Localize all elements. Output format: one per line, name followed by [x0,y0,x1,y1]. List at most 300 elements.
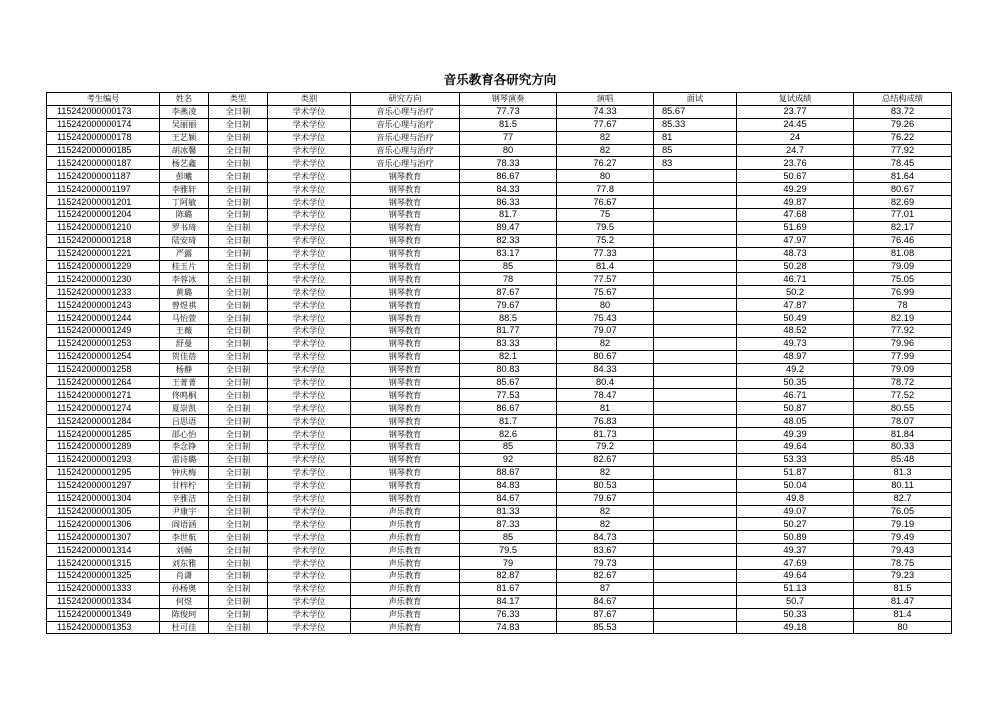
cell-piano: 85 [460,441,557,454]
cell-type: 全日制 [209,582,268,595]
cell-retest-score: 53.33 [737,453,854,466]
cell-interview [654,260,737,273]
table-row [47,234,952,247]
cell-singing: 76.27 [557,157,654,170]
cell-exam-id: 115242000000178 [47,131,160,144]
cell-category: 学术学位 [268,595,351,608]
page-title: 音乐教育各研究方向 [443,72,557,87]
cell-name: 佟鸣桐 [160,389,209,402]
cell-retest-score: 47.69 [737,557,854,570]
cell-category: 学术学位 [268,428,351,441]
cell-singing: 75.2 [557,234,654,247]
cell-name: 钟庆梅 [160,466,209,479]
cell-piano: 88.5 [460,312,557,325]
cell-singing: 79.5 [557,221,654,234]
cell-singing: 82 [557,337,654,350]
cell-retest-score: 23.77 [737,105,854,118]
cell-direction: 声乐教育 [351,621,460,634]
cell-type: 全日制 [209,144,268,157]
cell-exam-id: 115242000001210 [47,221,160,234]
cell-total-score: 76.05 [854,505,952,518]
cell-singing: 82 [557,131,654,144]
cell-retest-score: 50.67 [737,170,854,183]
cell-exam-id: 115242000001297 [47,479,160,492]
cell-retest-score: 47.97 [737,234,854,247]
cell-interview [654,402,737,415]
cell-interview [654,479,737,492]
cell-exam-id: 115242000001244 [47,312,160,325]
cell-exam-id: 115242000001349 [47,608,160,621]
cell-type: 全日制 [209,105,268,118]
cell-type: 全日制 [209,131,268,144]
cell-name: 王菁菁 [160,376,209,389]
cell-direction: 钢琴教育 [351,453,460,466]
cell-name: 陈俊珂 [160,608,209,621]
cell-piano: 78 [460,273,557,286]
cell-interview: 81 [654,131,737,144]
cell-interview [654,608,737,621]
cell-interview [654,350,737,363]
table-row [47,196,952,209]
cell-retest-score: 48.52 [737,325,854,338]
cell-exam-id: 115242000001306 [47,518,160,531]
cell-exam-id: 115242000001295 [47,466,160,479]
cell-exam-id: 115242000001187 [47,170,160,183]
cell-name: 王薇 [160,325,209,338]
cell-name: 何煜 [160,595,209,608]
cell-type: 全日制 [209,247,268,260]
table-row [47,621,952,634]
table-row [47,441,952,454]
cell-piano: 79.5 [460,544,557,557]
cell-category: 学术学位 [268,170,351,183]
cell-interview [654,389,737,402]
cell-type: 全日制 [209,415,268,428]
cell-exam-id: 115242000001197 [47,183,160,196]
cell-exam-id: 115242000001285 [47,428,160,441]
cell-direction: 钢琴教育 [351,479,460,492]
cell-name: 刘东雅 [160,557,209,570]
cell-singing: 77.8 [557,183,654,196]
cell-total-score: 79.96 [854,337,952,350]
cell-type: 全日制 [209,492,268,505]
cell-direction: 声乐教育 [351,582,460,595]
cell-name: 刘畅 [160,544,209,557]
cell-category: 学术学位 [268,234,351,247]
table-row [47,118,952,131]
cell-singing: 82 [557,505,654,518]
cell-exam-id: 115242000001293 [47,453,160,466]
cell-exam-id: 115242000001204 [47,209,160,222]
cell-name: 甘梓柠 [160,479,209,492]
cell-interview [654,337,737,350]
cell-category: 学术学位 [268,221,351,234]
cell-category: 学术学位 [268,441,351,454]
cell-total-score: 83.72 [854,105,952,118]
cell-singing: 85.53 [557,621,654,634]
cell-piano: 77 [460,131,557,144]
cell-piano: 84.83 [460,479,557,492]
cell-category: 学术学位 [268,363,351,376]
table-row [47,273,952,286]
cell-singing: 76.83 [557,415,654,428]
cell-name: 李雅轩 [160,183,209,196]
cell-piano: 80.83 [460,363,557,376]
cell-exam-id: 115242000001304 [47,492,160,505]
cell-exam-id: 115242000001229 [47,260,160,273]
cell-direction: 钢琴教育 [351,492,460,505]
cell-total-score: 81.84 [854,428,952,441]
cell-total-score: 85.48 [854,453,952,466]
cell-name: 吕思语 [160,415,209,428]
cell-retest-score: 24.45 [737,118,854,131]
cell-total-score: 78.07 [854,415,952,428]
cell-retest-score: 49.18 [737,621,854,634]
cell-piano: 82.6 [460,428,557,441]
cell-singing: 74.33 [557,105,654,118]
cell-singing: 80 [557,299,654,312]
column-header-total-score: 总结构成绩 [854,93,952,106]
cell-type: 全日制 [209,557,268,570]
cell-direction: 音乐心理与治疗 [351,118,460,131]
cell-total-score: 82.69 [854,196,952,209]
table-row [47,544,952,557]
cell-direction: 钢琴教育 [351,415,460,428]
cell-piano: 76.33 [460,608,557,621]
cell-exam-id: 115242000001325 [47,569,160,582]
column-header-category: 类别 [268,93,351,106]
cell-piano: 83.17 [460,247,557,260]
cell-name: 杜可佳 [160,621,209,634]
cell-singing: 75 [557,209,654,222]
table-row [47,402,952,415]
cell-direction: 声乐教育 [351,569,460,582]
cell-piano: 84.33 [460,183,557,196]
cell-total-score: 82.19 [854,312,952,325]
cell-category: 学术学位 [268,518,351,531]
cell-exam-id: 115242000001253 [47,337,160,350]
cell-direction: 钢琴教育 [351,312,460,325]
cell-type: 全日制 [209,299,268,312]
cell-singing: 77.57 [557,273,654,286]
cell-retest-score: 49.29 [737,183,854,196]
cell-interview [654,183,737,196]
cell-type: 全日制 [209,621,268,634]
cell-singing: 81 [557,402,654,415]
cell-type: 全日制 [209,260,268,273]
cell-singing: 75.67 [557,286,654,299]
cell-singing: 79.67 [557,492,654,505]
cell-exam-id: 115242000001243 [47,299,160,312]
cell-retest-score: 50.87 [737,402,854,415]
cell-singing: 77.67 [557,118,654,131]
table-row [47,221,952,234]
cell-interview [654,325,737,338]
cell-interview [654,492,737,505]
cell-category: 学术学位 [268,544,351,557]
cell-piano: 87.33 [460,518,557,531]
cell-category: 学术学位 [268,389,351,402]
cell-category: 学术学位 [268,247,351,260]
cell-total-score: 77.92 [854,144,952,157]
table-row [47,557,952,570]
cell-singing: 82.67 [557,569,654,582]
cell-interview [654,544,737,557]
cell-retest-score: 49.8 [737,492,854,505]
cell-singing: 80.4 [557,376,654,389]
cell-singing: 81.73 [557,428,654,441]
table-row [47,183,952,196]
cell-direction: 钢琴教育 [351,170,460,183]
cell-piano: 74.83 [460,621,557,634]
cell-name: 阎语涵 [160,518,209,531]
cell-interview: 83 [654,157,737,170]
cell-piano: 81.33 [460,505,557,518]
cell-direction: 钢琴教育 [351,363,460,376]
cell-name: 舒曼 [160,337,209,350]
cell-singing: 84.67 [557,595,654,608]
cell-singing: 81.4 [557,260,654,273]
cell-piano: 81.5 [460,118,557,131]
cell-type: 全日制 [209,479,268,492]
cell-total-score: 80.11 [854,479,952,492]
cell-direction: 钢琴教育 [351,234,460,247]
column-header-exam-id: 考生编号 [47,93,160,106]
cell-singing: 87 [557,582,654,595]
cell-total-score: 77.01 [854,209,952,222]
cell-direction: 钢琴教育 [351,376,460,389]
table-row [47,247,952,260]
cell-interview [654,505,737,518]
cell-interview [654,363,737,376]
cell-direction: 声乐教育 [351,595,460,608]
table-row [47,312,952,325]
cell-type: 全日制 [209,428,268,441]
cell-name: 陈璐 [160,209,209,222]
cell-direction: 钢琴教育 [351,260,460,273]
cell-type: 全日制 [209,441,268,454]
cell-interview [654,170,737,183]
cell-category: 学术学位 [268,453,351,466]
cell-category: 学术学位 [268,325,351,338]
cell-piano: 92 [460,453,557,466]
table-row [47,608,952,621]
cell-type: 全日制 [209,608,268,621]
cell-direction: 钢琴教育 [351,389,460,402]
cell-exam-id: 115242000001284 [47,415,160,428]
cell-total-score: 82.7 [854,492,952,505]
cell-category: 学术学位 [268,402,351,415]
cell-retest-score: 50.33 [737,608,854,621]
table-row [47,363,952,376]
cell-retest-score: 49.39 [737,428,854,441]
cell-exam-id: 115242000001315 [47,557,160,570]
cell-category: 学术学位 [268,312,351,325]
table-row [47,144,952,157]
header-row [47,93,952,106]
cell-piano: 77.73 [460,105,557,118]
cell-total-score: 81.64 [854,170,952,183]
cell-direction: 钢琴教育 [351,337,460,350]
cell-name: 邵心怡 [160,428,209,441]
cell-interview [654,299,737,312]
cell-interview [654,531,737,544]
cell-piano: 81.7 [460,209,557,222]
cell-total-score: 77.92 [854,325,952,338]
cell-retest-score: 49.07 [737,505,854,518]
cell-type: 全日制 [209,453,268,466]
table-row [47,505,952,518]
cell-piano: 81.67 [460,582,557,595]
cell-name: 罗书琦 [160,221,209,234]
table-row [47,325,952,338]
cell-exam-id: 115242000001271 [47,389,160,402]
column-header-interview: 面试 [654,93,737,106]
cell-total-score: 80 [854,621,952,634]
cell-type: 全日制 [209,376,268,389]
cell-category: 学术学位 [268,260,351,273]
cell-direction: 钢琴教育 [351,183,460,196]
cell-piano: 80 [460,144,557,157]
cell-retest-score: 48.73 [737,247,854,260]
cell-direction: 音乐心理与治疗 [351,144,460,157]
cell-exam-id: 115242000001218 [47,234,160,247]
cell-interview [654,557,737,570]
cell-type: 全日制 [209,234,268,247]
cell-exam-id: 115242000001264 [47,376,160,389]
table-row [47,260,952,273]
cell-direction: 钢琴教育 [351,286,460,299]
cell-piano: 82.87 [460,569,557,582]
table-row [47,453,952,466]
cell-exam-id: 115242000001314 [47,544,160,557]
cell-interview: 85 [654,144,737,157]
cell-exam-id: 115242000001289 [47,441,160,454]
cell-type: 全日制 [209,337,268,350]
cell-direction: 钢琴教育 [351,273,460,286]
cell-interview [654,312,737,325]
cell-total-score: 79.23 [854,569,952,582]
cell-type: 全日制 [209,350,268,363]
table-row [47,209,952,222]
cell-type: 全日制 [209,312,268,325]
cell-name: 雷诗璐 [160,453,209,466]
cell-direction: 钢琴教育 [351,441,460,454]
cell-category: 学术学位 [268,118,351,131]
table-row [47,350,952,363]
cell-piano: 84.67 [460,492,557,505]
cell-total-score: 82.17 [854,221,952,234]
table-row [47,170,952,183]
cell-exam-id: 115242000001353 [47,621,160,634]
cell-singing: 83.67 [557,544,654,557]
cell-singing: 87.67 [557,608,654,621]
cell-singing: 82.67 [557,453,654,466]
cell-singing: 76.67 [557,196,654,209]
cell-category: 学术学位 [268,183,351,196]
cell-direction: 音乐心理与治疗 [351,157,460,170]
cell-total-score: 81.5 [854,582,952,595]
cell-piano: 86.33 [460,196,557,209]
cell-piano: 83.33 [460,337,557,350]
cell-name: 黄璐 [160,286,209,299]
cell-direction: 钢琴教育 [351,325,460,338]
cell-total-score: 76.99 [854,286,952,299]
cell-name: 陆安琦 [160,234,209,247]
cell-total-score: 79.26 [854,118,952,131]
cell-interview [654,518,737,531]
cell-total-score: 75.05 [854,273,952,286]
cell-interview [654,621,737,634]
cell-interview [654,234,737,247]
cell-singing: 79.07 [557,325,654,338]
cell-interview [654,376,737,389]
cell-singing: 80.53 [557,479,654,492]
cell-retest-score: 49.87 [737,196,854,209]
cell-name: 李燕凌 [160,105,209,118]
cell-direction: 钢琴教育 [351,466,460,479]
cell-name: 夏崇凯 [160,402,209,415]
cell-direction: 钢琴教育 [351,402,460,415]
cell-singing: 80.67 [557,350,654,363]
cell-category: 学术学位 [268,621,351,634]
cell-piano: 78.33 [460,157,557,170]
cell-exam-id: 115242000000187 [47,157,160,170]
cell-name: 杨静 [160,363,209,376]
cell-total-score: 81.47 [854,595,952,608]
cell-retest-score: 50.7 [737,595,854,608]
cell-interview [654,569,737,582]
table-row [47,479,952,492]
cell-name: 肖潇 [160,569,209,582]
cell-interview [654,466,737,479]
cell-category: 学术学位 [268,209,351,222]
cell-interview [654,428,737,441]
cell-direction: 钢琴教育 [351,196,460,209]
cell-interview [654,582,737,595]
cell-interview [654,221,737,234]
cell-name: 马怡萱 [160,312,209,325]
cell-category: 学术学位 [268,582,351,595]
cell-piano: 79 [460,557,557,570]
cell-type: 全日制 [209,595,268,608]
cell-type: 全日制 [209,183,268,196]
cell-category: 学术学位 [268,131,351,144]
cell-direction: 声乐教育 [351,544,460,557]
cell-interview [654,286,737,299]
cell-type: 全日制 [209,505,268,518]
table-row [47,389,952,402]
cell-total-score: 81.08 [854,247,952,260]
cell-direction: 钢琴教育 [351,428,460,441]
cell-retest-score: 49.2 [737,363,854,376]
cell-retest-score: 50.35 [737,376,854,389]
cell-total-score: 78.75 [854,557,952,570]
cell-total-score: 76.22 [854,131,952,144]
cell-type: 全日制 [209,273,268,286]
table-row [47,531,952,544]
cell-total-score: 78 [854,299,952,312]
cell-exam-id: 115242000000185 [47,144,160,157]
cell-type: 全日制 [209,157,268,170]
cell-name: 辛雅洁 [160,492,209,505]
cell-name: 李蓉冰 [160,273,209,286]
cell-type: 全日制 [209,402,268,415]
cell-direction: 声乐教育 [351,505,460,518]
cell-type: 全日制 [209,209,268,222]
cell-piano: 79.67 [460,299,557,312]
cell-retest-score: 51.69 [737,221,854,234]
